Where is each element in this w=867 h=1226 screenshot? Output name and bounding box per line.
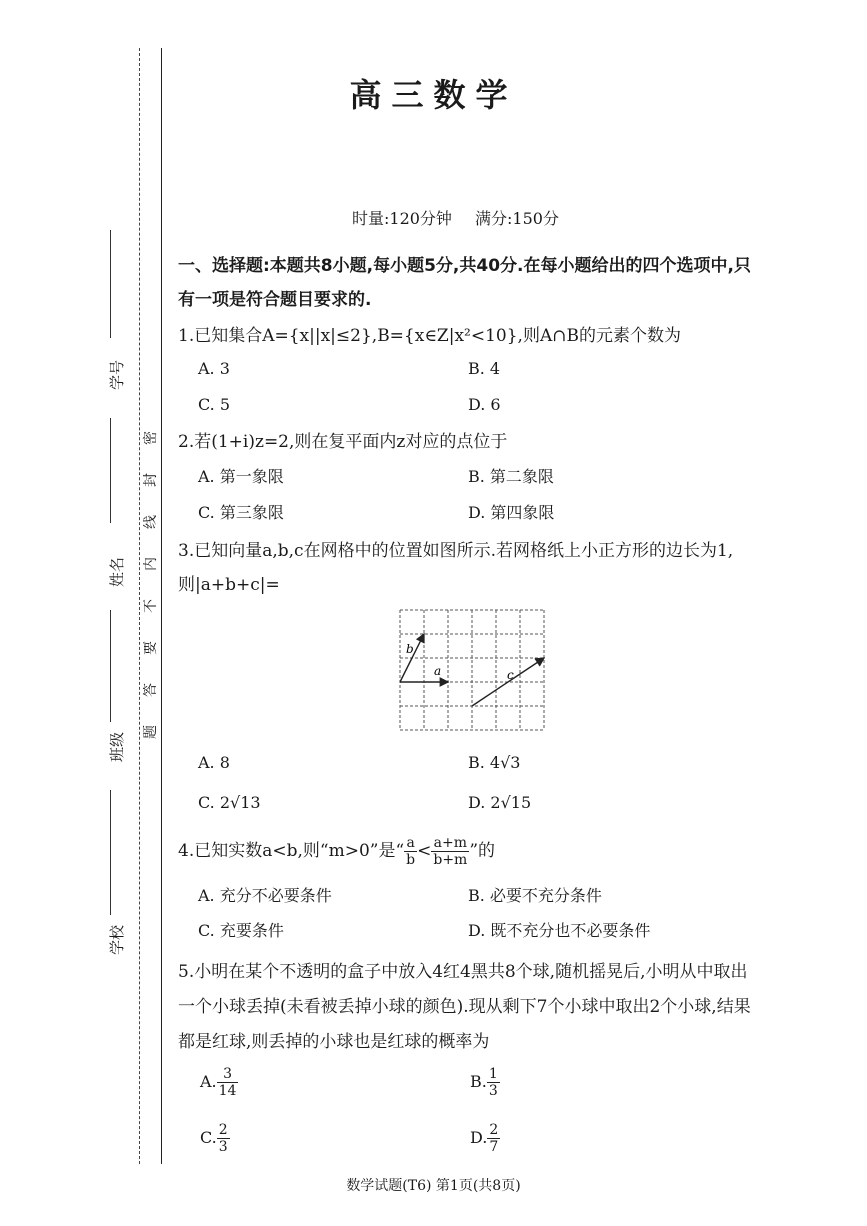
vector-c-label: c	[507, 668, 514, 682]
class-label: 班级	[108, 731, 126, 762]
q2-option-a: A. 第一象限	[198, 467, 284, 486]
student-id-fill-line	[110, 230, 111, 338]
q1-option-c: C. 5	[198, 395, 231, 414]
vector-grid-figure	[398, 607, 550, 735]
page-footer: 数学试题(T6) 第1页(共8页)	[346, 1178, 521, 1194]
q5-option-c: C. $\frac{2}{3}$	[200, 1122, 228, 1155]
q2-option-c: C. 第三象限	[198, 503, 284, 522]
seal-text: 密 封 线 内 不 要 答 题	[143, 431, 159, 739]
q5-option-a: A. $\frac{3}{14}$	[200, 1066, 237, 1099]
q3-option-c: C. 2√13	[198, 793, 261, 812]
q4-fraction-1: $\frac{a}{b}$	[406, 835, 416, 868]
exam-score: 满分:150分	[475, 209, 559, 228]
q5-option-d: D. $\frac{2}{7}$	[470, 1122, 499, 1155]
page-title: 高三数学	[349, 76, 518, 114]
q1-option-d: D. 6	[468, 395, 501, 414]
q4-option-d: D. 既不充分也不必要条件	[468, 921, 651, 940]
q3-option-a: A. 8	[198, 753, 230, 772]
q3-option-b: B. 4√3	[468, 753, 521, 772]
q4-option-c: C. 充要条件	[198, 921, 284, 940]
seal-dashed-line	[139, 48, 140, 1164]
q2-option-b: B. 第二象限	[468, 467, 554, 486]
section-heading: 一、选择题:本题共8小题,每小题5分,共40分.在每小题给出的四个选项中,只有一项是符合题目要求的.	[178, 256, 751, 310]
seal-solid-line	[161, 48, 162, 1164]
school-fill-line	[110, 790, 111, 915]
question-2-stem: 2.若(1+i)z=2,则在复平面内z对应的点位于	[178, 432, 508, 452]
vector-b-label: b	[406, 642, 414, 656]
name-fill-line	[110, 418, 111, 523]
exam-time: 时量:120分钟	[352, 209, 452, 228]
question-1-stem: 1.已知集合A={x||x|≤2},B={x∈Z|x²<10},则A∩B的元素个数为	[178, 326, 681, 346]
q1-option-b: B. 4	[468, 359, 501, 378]
vector-a-label: a	[434, 664, 442, 678]
question-3-stem: 3.已知向量a,b,c在网格中的位置如图所示.若网格纸上小正方形的边长为1,则|a+b+c|=	[178, 541, 734, 595]
exam-meta	[352, 206, 577, 229]
q4-fraction-2: $\frac{a+m}{b+m}$	[433, 835, 468, 868]
q3-option-d: D. 2√15	[468, 793, 532, 812]
q4-option-b: B. 必要不充分条件	[468, 886, 602, 905]
school-label: 学校	[108, 924, 126, 955]
question-4-stem: 4.已知实数a<b,则“m>0”是“ $\frac{a}{b}$ < $\frac{a+m}{b+m}$ ”的	[178, 835, 496, 868]
student-id-label: 学号	[108, 359, 126, 390]
name-label: 姓名	[108, 556, 126, 587]
q4-option-a: A. 充分不必要条件	[198, 886, 332, 905]
q2-option-d: D. 第四象限	[468, 503, 555, 522]
q1-option-a: A. 3	[198, 359, 230, 378]
class-fill-line	[110, 610, 111, 722]
q5-option-b: B. $\frac{1}{3}$	[470, 1066, 498, 1099]
question-5-stem: 5.小明在某个不透明的盒子中放入4红4黑共8个球,随机摇晃后,小明从中取出一个小球丢掉(未看被丢掉小球的颜色).现从剩下7个小球中取出2个小球,结果都是红球,则丢掉的小球也是红球的概率为	[178, 962, 751, 1052]
